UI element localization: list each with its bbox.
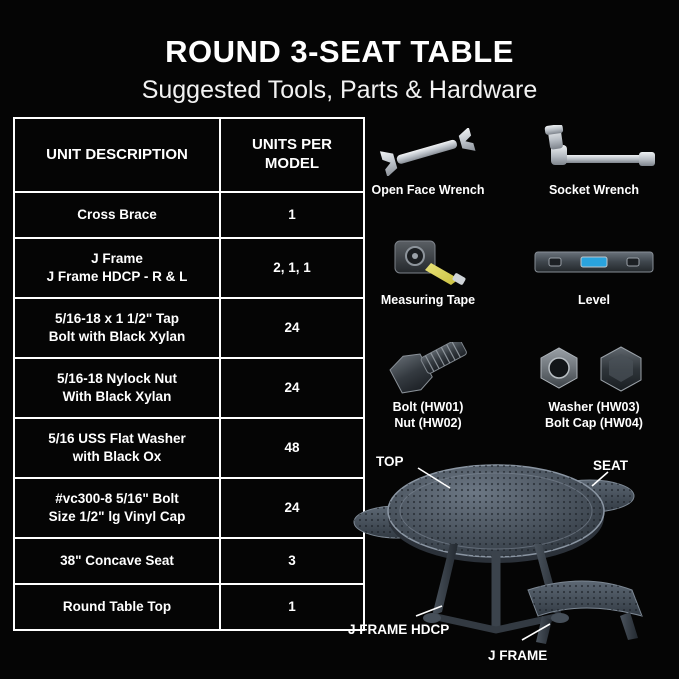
washer-boltcap-icon (518, 342, 670, 396)
cell-description: #vc300-8 5/16" Bolt Size 1/2" lg Vinyl Cap (14, 478, 220, 538)
cell-units: 24 (220, 478, 364, 538)
parts-table (13, 117, 365, 631)
callout-seat: SEAT (593, 458, 629, 473)
tool-label: Washer (HW03) Bolt Cap (HW04) (545, 400, 643, 430)
page-title: ROUND 3-SEAT TABLE (165, 34, 514, 69)
callout-top: TOP (376, 454, 404, 469)
table-header-row (14, 118, 364, 192)
cell-description: 5/16-18 Nylock Nut With Black Xylan (14, 358, 220, 418)
tools-row-1 (352, 125, 670, 199)
callout-j-frame: J FRAME (488, 648, 548, 663)
cell-description: 38" Concave Seat (14, 538, 220, 584)
column-header-description: UNIT DESCRIPTION (14, 118, 220, 192)
cell-description: 5/16-18 x 1 1/2" Tap Bolt with Black Xylan (14, 298, 220, 358)
product-illustration (346, 440, 676, 672)
tool-item-open-face-wrench (352, 125, 504, 199)
cell-units: 24 (220, 298, 364, 358)
tool-label: Socket Wrench (548, 183, 640, 197)
cell-units: 2, 1, 1 (220, 238, 364, 298)
measuring-tape-icon (352, 235, 504, 289)
tool-item-level (518, 235, 670, 309)
tools-row-3 (352, 342, 670, 431)
cell-units: 1 (220, 192, 364, 238)
bolt-nut-icon (352, 342, 504, 396)
cell-description: Cross Brace (14, 192, 220, 238)
tool-item-socket-wrench (518, 125, 670, 199)
tools-grid (352, 125, 670, 432)
table-row (14, 418, 364, 478)
table-row (14, 538, 364, 584)
table-row (14, 298, 364, 358)
tool-label: Measuring Tape (380, 292, 476, 307)
cell-units: 1 (220, 584, 364, 630)
tool-item-bolt-nut (352, 342, 504, 431)
table-row (14, 192, 364, 238)
cell-description: 5/16 USS Flat Washer with Black Ox (14, 418, 220, 478)
cell-units: 48 (220, 418, 364, 478)
table-row (14, 238, 364, 298)
tools-row-2 (352, 235, 670, 309)
socket-wrench-icon (518, 125, 670, 179)
cell-units: 3 (220, 538, 364, 584)
tool-label: Open Face Wrench (371, 183, 485, 197)
callout-j-frame-hdcp: J FRAME HDCP (348, 622, 450, 637)
table-row (14, 478, 364, 538)
callout-lines (346, 440, 676, 672)
column-header-units: UNITS PER MODEL (220, 118, 364, 192)
level-icon (518, 235, 670, 289)
tool-item-measuring-tape (352, 235, 504, 309)
open-face-wrench-icon (352, 125, 504, 179)
cell-description: Round Table Top (14, 584, 220, 630)
tool-label: Level (578, 292, 610, 307)
tool-item-washer-boltcap (518, 342, 670, 431)
table-row (14, 584, 364, 630)
tool-label: Bolt (HW01) Nut (HW02) (392, 400, 464, 430)
cell-description: J Frame J Frame HDCP - R & L (14, 238, 220, 298)
cell-units: 24 (220, 358, 364, 418)
page-subtitle: Suggested Tools, Parts & Hardware (141, 76, 538, 104)
table-row (14, 358, 364, 418)
